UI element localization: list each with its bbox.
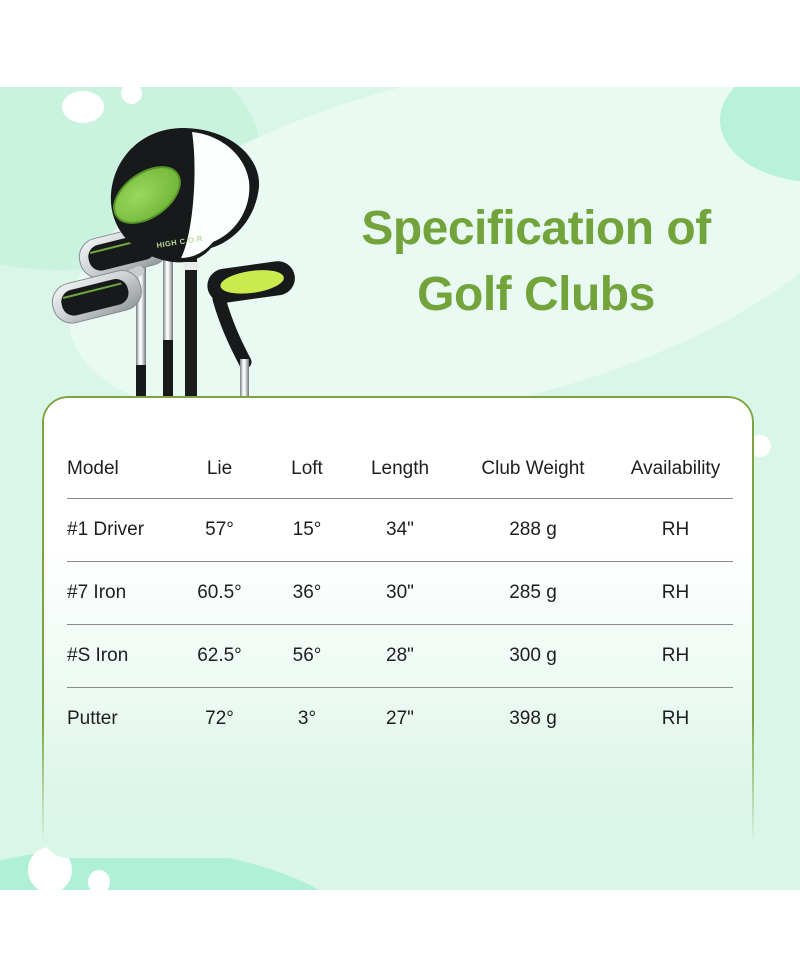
spec-card — [42, 396, 754, 858]
cell-lie: 60.5° — [177, 562, 262, 625]
cell-lie: 72° — [205, 708, 234, 729]
spec-table-header-row — [67, 396, 733, 499]
golf-clubs-illustration — [35, 115, 305, 400]
cell-model: Putter — [67, 708, 118, 729]
cell-length: 30" — [352, 562, 448, 625]
cell-model: #S Iron — [67, 625, 177, 688]
table-row-driver — [67, 499, 733, 562]
cell-loft: 36° — [262, 562, 352, 625]
column-header-model: Model — [67, 396, 177, 499]
page-title-line2: Golf Clubs — [417, 268, 655, 321]
column-header-loft: Loft — [262, 396, 352, 499]
cell-weight: 288 g — [448, 499, 618, 562]
cell-availability: RH — [618, 562, 733, 625]
cell-weight: 300 g — [448, 625, 618, 688]
cell-lie: 62.5° — [177, 625, 262, 688]
cell-weight: 398 g — [509, 708, 557, 729]
spec-table — [67, 396, 733, 750]
cell-lie: 57° — [177, 499, 262, 562]
cell-weight: 285 g — [448, 562, 618, 625]
column-header-lie: Lie — [177, 396, 262, 499]
column-header-length: Length — [352, 396, 448, 499]
cell-availability: RH — [661, 708, 690, 729]
driver-face-label: HIGH C.O.R — [155, 233, 204, 250]
cell-availability: RH — [618, 499, 733, 562]
cell-loft: 3° — [297, 708, 317, 729]
page-title — [278, 196, 794, 328]
decorative-white-dot — [88, 870, 110, 890]
cell-length: 34" — [352, 499, 448, 562]
page-title-line1: Specification of — [361, 202, 711, 255]
cell-loft: 56° — [262, 625, 352, 688]
table-row-s-iron — [67, 625, 733, 688]
table-row-7-iron — [67, 562, 733, 625]
cell-length: 28" — [352, 625, 448, 688]
cell-model: #1 Driver — [67, 499, 177, 562]
cell-model: #7 Iron — [67, 562, 177, 625]
cell-loft: 15° — [262, 499, 352, 562]
table-row-putter — [67, 688, 733, 751]
cell-length: 27" — [386, 708, 414, 729]
column-header-club-weight: Club Weight — [448, 396, 618, 499]
cell-availability: RH — [618, 625, 733, 688]
column-header-availability: Availability — [618, 396, 733, 499]
